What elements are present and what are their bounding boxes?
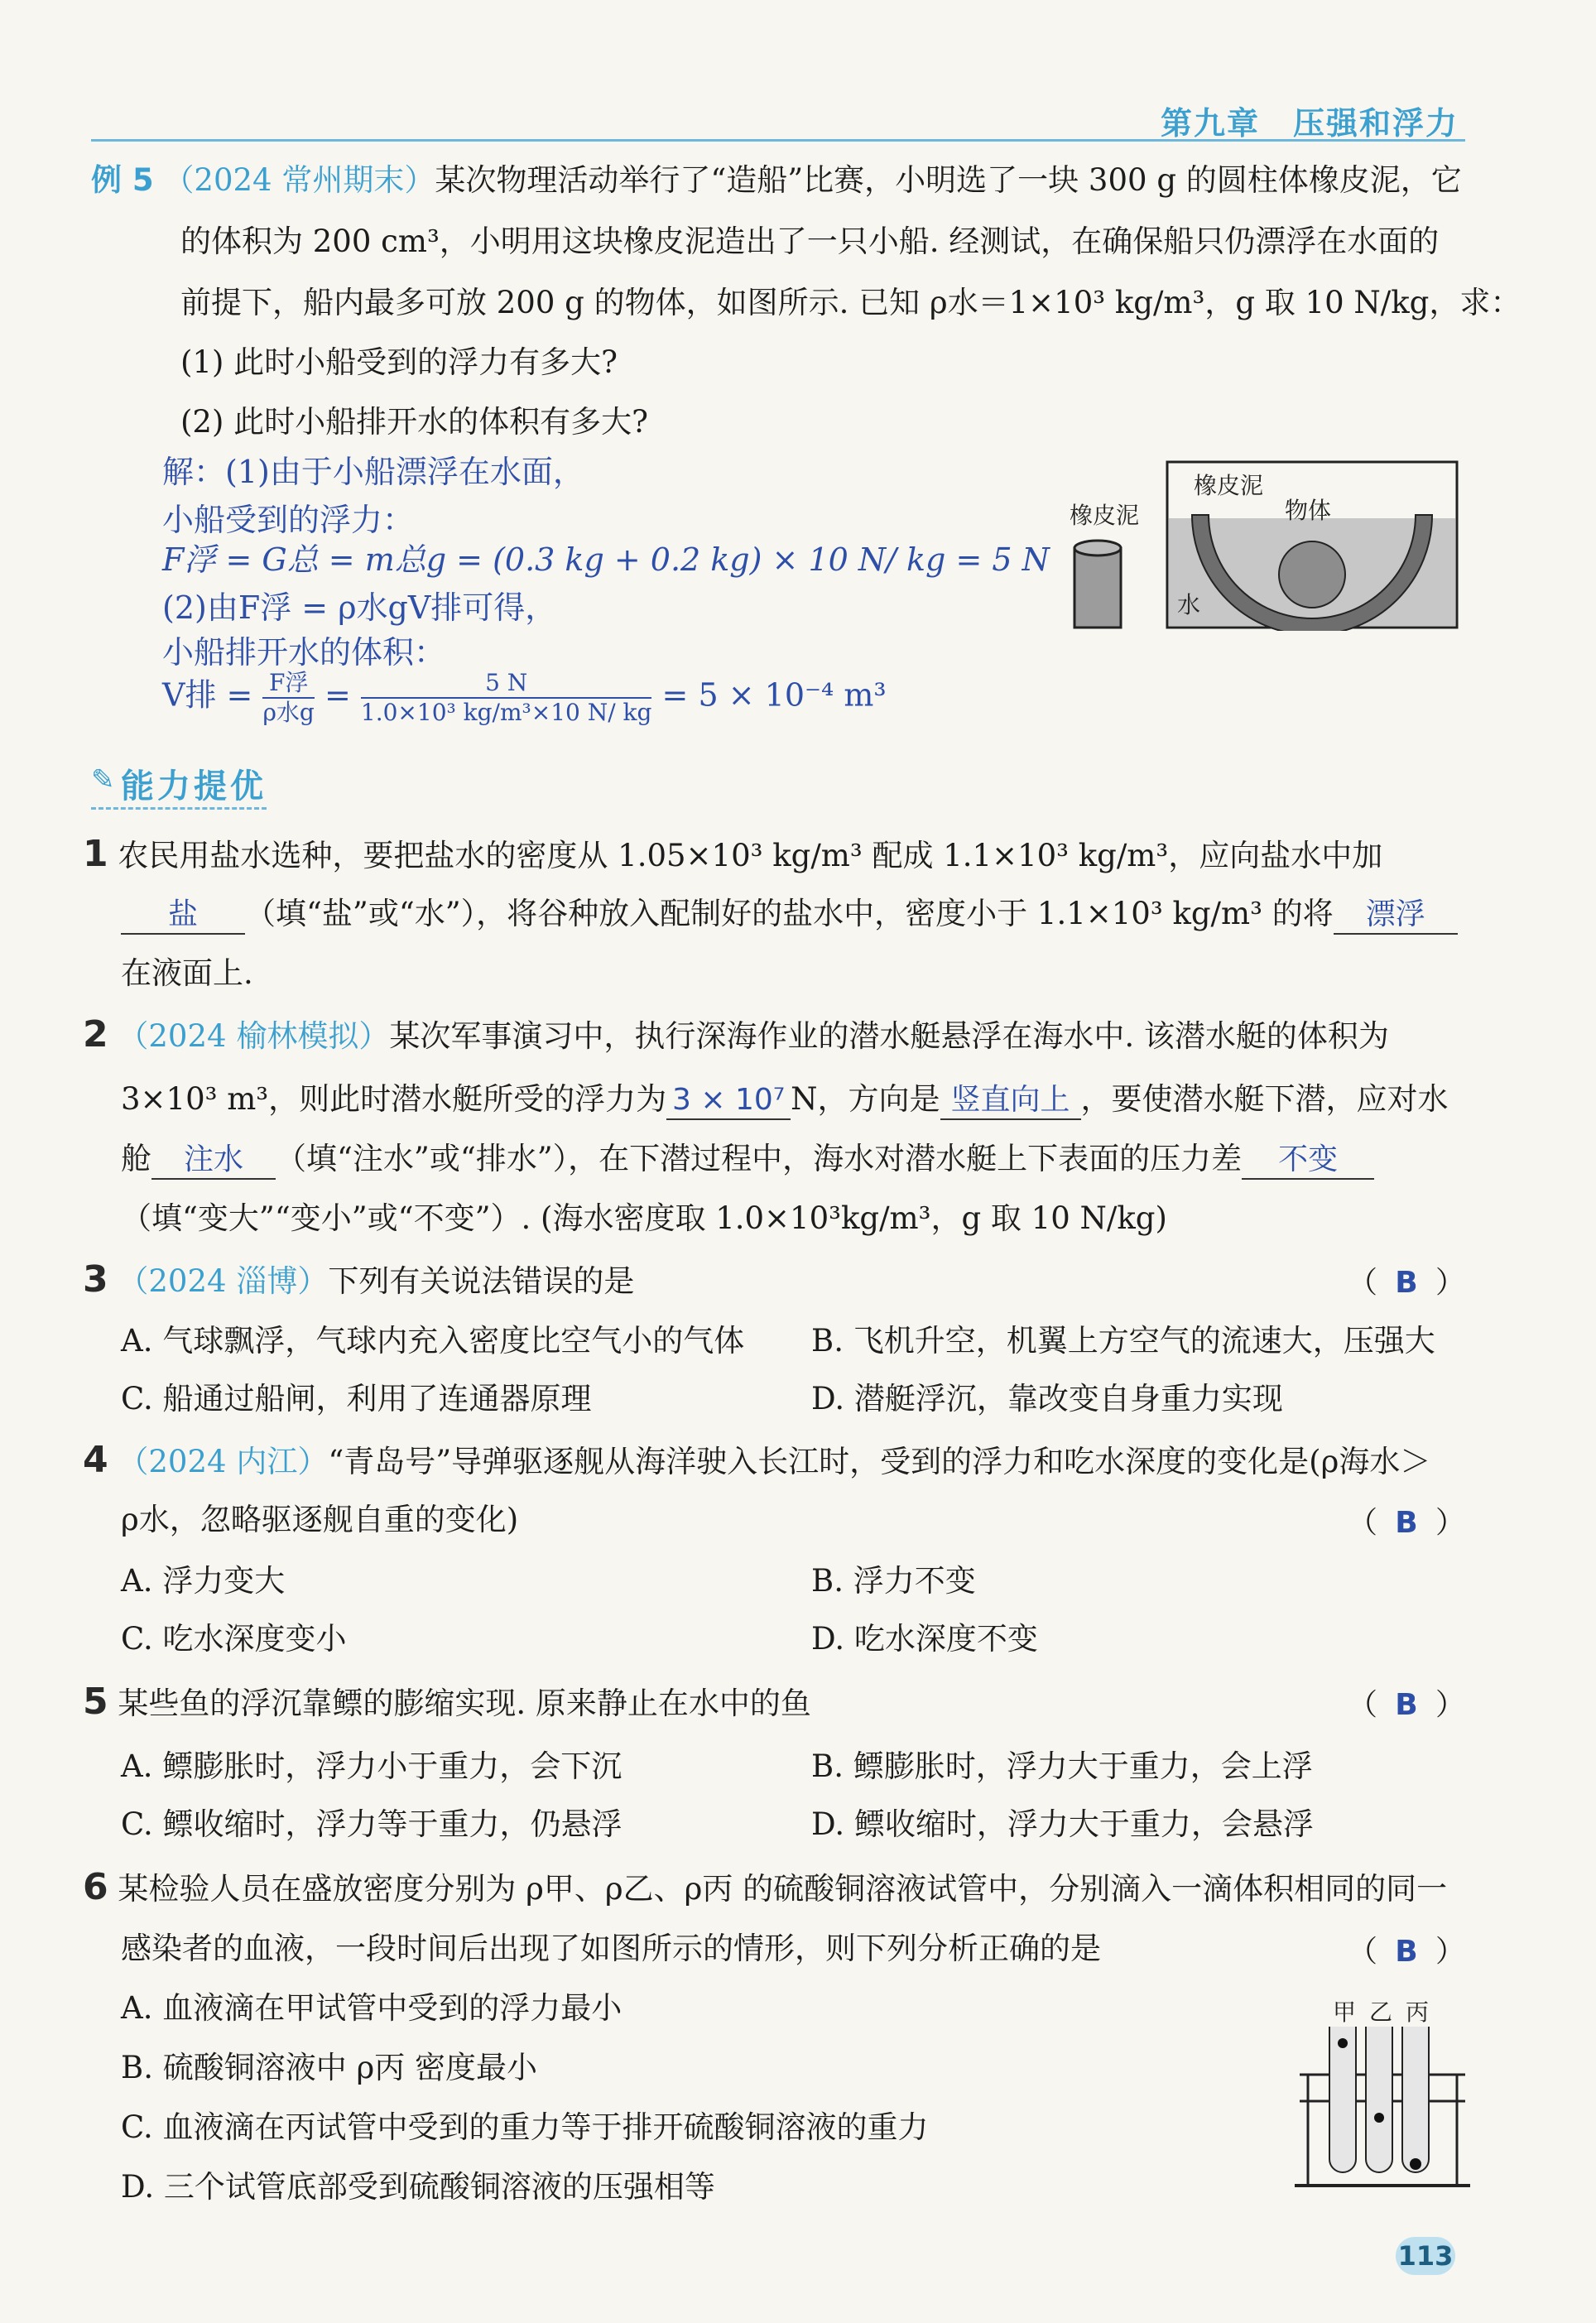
fraction-1-denominator: ρ水g: [262, 699, 315, 726]
paren-open: （: [1347, 1935, 1377, 1969]
tube-yi: [1366, 2027, 1392, 2172]
example5-question1: (1) 此时小船受到的浮力有多大?: [180, 344, 618, 380]
fraction-2-denominator: 1.0×10³ kg/m³×10 N/ kg: [360, 699, 652, 726]
q4-number: 4: [83, 1439, 108, 1481]
solution-line5: 小船排开水的体积：: [162, 634, 446, 671]
q4-option-b: B. 浮力不变: [811, 1563, 976, 1599]
q5-text: 某些鱼的浮沉靠鳔的膨缩实现. 原来静止在水中的鱼: [118, 1686, 811, 1721]
page-header: [91, 93, 1465, 142]
q2-blank4[interactable]: 不变: [1242, 1142, 1374, 1180]
q1-line2: [121, 894, 1458, 935]
q2-text2c: ，要使潜水艇下潜，应对水: [1080, 1081, 1449, 1117]
q5-option-c: C. 鳔收缩时，浮力等于重力，仍悬浮: [121, 1806, 623, 1842]
section-title-text: 能力提优: [121, 767, 267, 806]
tube-label-jia: 甲: [1333, 1998, 1357, 2026]
solution-line4: (2)由F浮 = ρ水gV排可得，: [162, 589, 557, 626]
q5-answer-value: B: [1395, 1688, 1418, 1722]
q2-line1: [83, 1015, 1389, 1056]
q6-text: 某检验人员在盛放密度分别为 ρ甲、ρ乙、ρ丙 的硫酸铜溶液试管中，分别滴入一滴体积相同的同一: [118, 1871, 1448, 1907]
paren-close: ）: [1435, 1506, 1465, 1540]
label-object: 物体: [1285, 497, 1332, 524]
q2-blank3[interactable]: 注水: [151, 1142, 276, 1180]
q2-number: 2: [83, 1013, 108, 1056]
q6-option-d: D. 三个试管底部受到硫酸铜溶液的压强相等: [121, 2169, 715, 2205]
fraction-2: [361, 669, 652, 727]
q1-text1: 农民用盐水选种，要把盐水的密度从 1.05×10³ kg/m³ 配成 1.1×10³ kg/m³，应向盐水中加: [118, 838, 1383, 873]
q3-option-b: B. 飞机升空，机翼上方空气的流速大，压强大: [811, 1323, 1435, 1359]
q3-text: 下列有关说法错误的是: [328, 1263, 635, 1299]
q4-answer: [1348, 1503, 1465, 1543]
clay-cylinder-top: [1074, 541, 1121, 556]
label-water: 水: [1177, 591, 1201, 618]
paren-open: （: [1347, 1506, 1377, 1540]
q3-number: 3: [83, 1258, 108, 1301]
q1-blank1[interactable]: 盐: [121, 897, 245, 935]
paren-close: ）: [1435, 1266, 1465, 1300]
solution-vlhs: V排 =: [162, 676, 253, 714]
q2-line4: （填“变大”“变小”或“不变”）. (海水密度取 1.0×10³kg/m³，g 取 10 N/kg): [121, 1200, 1167, 1236]
tube-bing: [1402, 2027, 1429, 2172]
solution-line3: F浮 = G总 = m总g = (0.3 kg + 0.2 kg) × 10 N/ kg = 5 N: [162, 541, 1050, 578]
q2-blank1[interactable]: 3 × 10⁷: [666, 1082, 791, 1120]
example-label: 例 5: [91, 162, 154, 198]
q6-option-c: C. 血液滴在丙试管中受到的重力等于排开硫酸铜溶液的重力: [121, 2109, 929, 2145]
q1-number: 1: [83, 833, 108, 875]
example-source: （2024 常州期末）: [163, 162, 435, 198]
test-tube-figure: [1291, 1994, 1473, 2194]
q5-option-a: A. 鳔膨胀时，浮力小于重力，会下沉: [121, 1748, 623, 1784]
example5-line2: 的体积为 200 cm³，小明用这块橡皮泥造出了一只小船. 经测试，在确保船只仍漂浮在水面的: [180, 224, 1440, 259]
example5-line1: [91, 161, 1462, 200]
blood-drop-jia: [1338, 2038, 1348, 2048]
q6-answer: [1348, 1932, 1465, 1972]
solution-line1: 解：(1)由于小船漂浮在水面，: [162, 454, 584, 490]
q6-stem: [83, 1868, 1447, 1909]
page-number: 113: [1396, 2237, 1455, 2275]
q2-blank2[interactable]: 竖直向上: [940, 1082, 1081, 1120]
chapter-title: 第九章 压强和浮力: [1160, 105, 1459, 142]
tube-jia: [1329, 2027, 1356, 2172]
q5-number: 5: [83, 1681, 108, 1723]
q4-option-a: A. 浮力变大: [121, 1563, 286, 1599]
q6-option-a: A. 血液滴在甲试管中受到的浮力最小: [121, 1990, 623, 2026]
q4-option-d: D. 吃水深度不变: [811, 1621, 1038, 1657]
q2-text1: 某次军事演习中，执行深海作业的潜水艇悬浮在海水中. 该潜水艇的体积为: [389, 1018, 1389, 1054]
q1-line1: [83, 834, 1382, 876]
q6-answer-value: B: [1395, 1935, 1418, 1969]
fraction-1: [262, 669, 314, 727]
q3-source: （2024 淄博）: [118, 1263, 329, 1299]
q2-line3: [121, 1139, 1374, 1180]
example5-line3: 前提下，船内最多可放 200 g 的物体，如图所示. 已知 ρ水＝1×10³ kg/m³，g 取 10 N/kg，求：: [180, 285, 1521, 320]
q2-line2: [121, 1080, 1449, 1120]
q2-text3a: 舱: [121, 1141, 151, 1176]
q1-text2: （填“盐”或“水”），将谷种放入配制好的盐水中，密度小于 1.1×10³ kg/m³ 的将: [245, 896, 1334, 931]
q2-text2a: 3×10³ m³，则此时潜水艇所受的浮力为: [121, 1081, 667, 1117]
boat-figure: [1068, 457, 1465, 631]
q5-answer: [1348, 1686, 1465, 1725]
fraction-1-numerator: F浮: [262, 669, 314, 699]
q6-number: 6: [83, 1866, 108, 1908]
q4-option-c: C. 吃水深度变小: [121, 1621, 347, 1657]
solution-result: = 5 × 10⁻⁴ m³: [661, 676, 887, 714]
object-ball: [1279, 541, 1345, 608]
label-clay-boat: 橡皮泥: [1194, 472, 1264, 499]
q4-answer-value: B: [1395, 1506, 1418, 1540]
q4-text: “青岛号”导弹驱逐舰从海洋驶入长江时，受到的浮力和吃水深度的变化是(ρ海水＞: [328, 1444, 1431, 1479]
q3-answer: [1348, 1263, 1465, 1303]
fraction-2-numerator: 5 N: [361, 669, 652, 699]
pencil-icon: ✎: [91, 763, 118, 796]
q3-answer-value: B: [1395, 1266, 1418, 1300]
q1-line3: 在液面上.: [121, 955, 253, 991]
solution-line2: 小船受到的浮力：: [162, 502, 415, 538]
example-text: 某次物理活动举行了“造船”比赛，小明选了一块 300 g 的圆柱体橡皮泥，它: [435, 162, 1462, 198]
paren-open: （: [1347, 1266, 1377, 1300]
q2-text2b: N，方向是: [791, 1081, 940, 1117]
q4-source: （2024 内江）: [118, 1444, 329, 1479]
q6-stem2: 感染者的血液，一段时间后出现了如图所示的情形，则下列分析正确的是: [121, 1931, 1101, 1966]
blood-drop-yi: [1374, 2113, 1384, 2123]
clay-cylinder: [1074, 548, 1121, 628]
q5-option-d: D. 鳔收缩时，浮力大于重力，会悬浮: [811, 1806, 1314, 1842]
solution-line6: [162, 669, 887, 727]
q2-text3b: （填“注水”或“排水”），在下潜过程中，海水对潜水艇上下表面的压力差: [276, 1141, 1243, 1176]
q5-option-b: B. 鳔膨胀时，浮力大于重力，会上浮: [811, 1748, 1313, 1784]
tube-label-yi: 乙: [1369, 1998, 1393, 2026]
paren-open: （: [1347, 1688, 1377, 1722]
paren-close: ）: [1435, 1688, 1465, 1722]
solution-equals: =: [324, 676, 351, 714]
q3-option-c: C. 船通过船闸，利用了连通器原理: [121, 1381, 592, 1416]
q3-option-a: A. 气球飘浮，气球内充入密度比空气小的气体: [121, 1323, 745, 1359]
q6-option-b: B. 硫酸铜溶液中 ρ丙 密度最小: [121, 2050, 537, 2085]
paren-close: ）: [1435, 1935, 1465, 1969]
q2-source: （2024 榆林模拟）: [118, 1018, 390, 1054]
label-clay-left: 橡皮泥: [1070, 502, 1140, 529]
tube-label-bing: 丙: [1406, 1998, 1430, 2026]
q3-option-d: D. 潜艇浮沉，靠改变自身重力实现: [811, 1381, 1283, 1416]
q4-stem2: ρ水，忽略驱逐舰自重的变化): [121, 1502, 519, 1537]
q4-stem: [83, 1440, 1430, 1482]
q1-blank2[interactable]: 漂浮: [1334, 897, 1458, 935]
section-title: [91, 760, 267, 810]
q3-stem: [83, 1260, 634, 1301]
example5-question2: (2) 此时小船排开水的体积有多大?: [180, 404, 649, 440]
blood-drop-bing: [1410, 2158, 1421, 2170]
q5-stem: [83, 1682, 811, 1724]
